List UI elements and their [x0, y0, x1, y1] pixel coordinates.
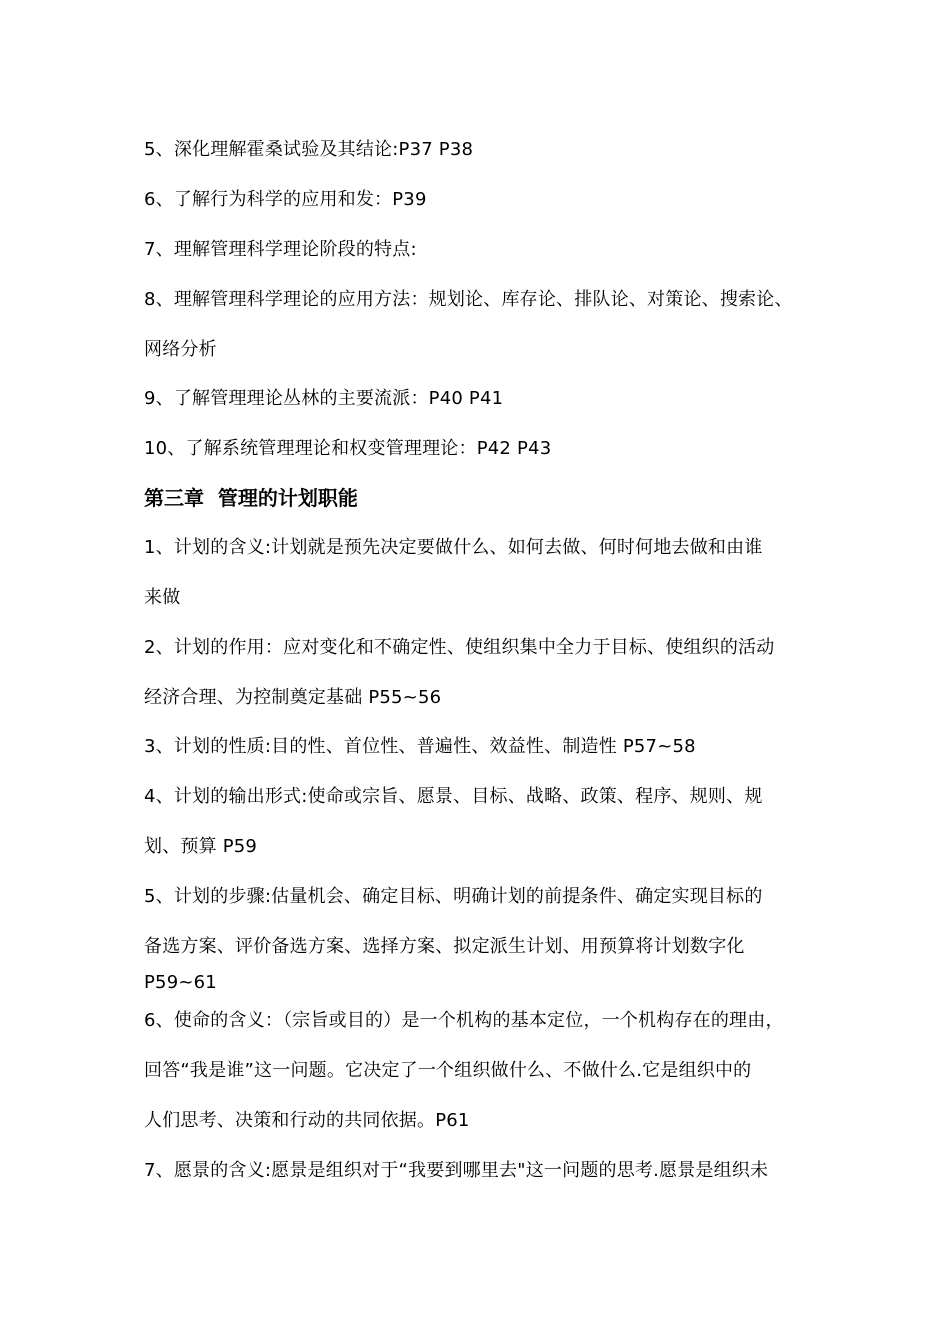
- text-line: 备选方案、评价备选方案、选择方案、拟定派生计划、用预算将计划数字化: [144, 936, 745, 957]
- text-line: 4、计划的输出形式:使命或宗旨、愿景、目标、战略、政策、程序、规则、规: [144, 786, 763, 807]
- text-line: 来做: [144, 587, 181, 608]
- text-line: 经济合理、为控制奠定基础 P55~56: [144, 687, 442, 708]
- text-line: 回答“我是谁”这一问题。它决定了一个组织做什么、不做什么.它是组织中的: [144, 1060, 752, 1081]
- text-line: 9、了解管理理论丛林的主要流派：P40 P41: [144, 388, 504, 409]
- text-line: 10、了解系统管理理论和权变管理理论：P42 P43: [144, 438, 552, 459]
- text-line: 2、计划的作用：应对变化和不确定性、使组织集中全力于目标、使组织的活动: [144, 637, 775, 658]
- text-line: 划、预算 P59: [144, 836, 258, 857]
- chapter-heading: 第三章 管理的计划职能: [144, 486, 358, 510]
- text-line: P59~61: [144, 972, 217, 993]
- text-line: 7、理解管理科学理论阶段的特点:: [144, 239, 417, 260]
- text-line: 5、深化理解霍桑试验及其结论:P37 P38: [144, 139, 474, 160]
- text-line: 人们思考、决策和行动的共同依据。P61: [144, 1110, 470, 1131]
- text-line: 网络分析: [144, 339, 217, 360]
- text-line: 6、使命的含义：（宗旨或目的）是一个机构的基本定位，一个机构存在的理由，: [144, 1010, 784, 1031]
- text-line: 6、了解行为科学的应用和发：P39: [144, 189, 427, 210]
- text-line: 3、计划的性质:目的性、首位性、普遍性、效益性、制造性 P57~58: [144, 736, 696, 757]
- text-line: 7、愿景的含义:愿景是组织对于“我要到哪里去"这一问题的思考.愿景是组织未: [144, 1160, 769, 1181]
- text-line: 8、理解管理科学理论的应用方法：规划论、库存论、排队论、对策论、搜索论、: [144, 289, 793, 310]
- text-line: 5、计划的步骤:估量机会、确定目标、明确计划的前提条件、确定实现目标的: [144, 886, 763, 907]
- text-line: 1、计划的含义:计划就是预先决定要做什么、如何去做、何时何地去做和由谁: [144, 537, 763, 558]
